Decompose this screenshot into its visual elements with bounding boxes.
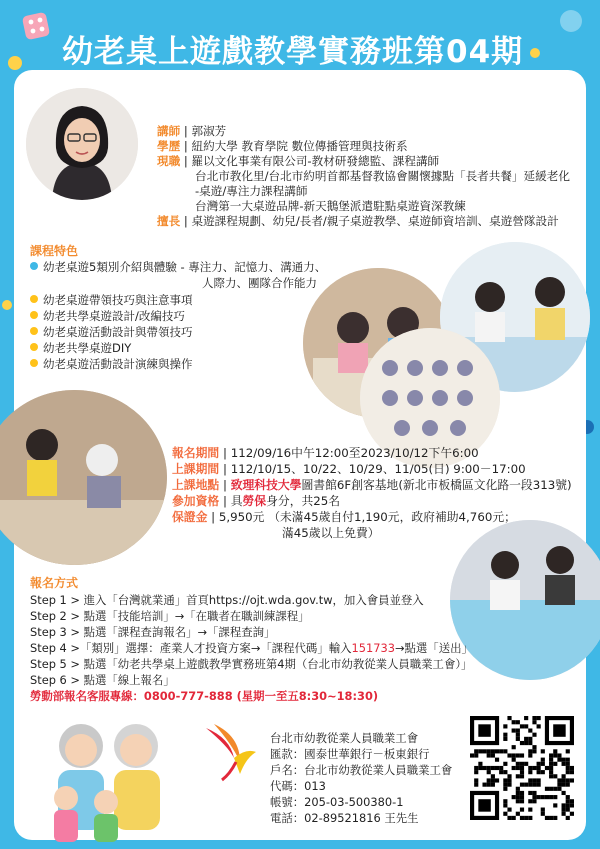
hotline: 勞動部報名客服專線：0800-777-888 (星期一至五8:30~18:30) [30, 689, 379, 703]
instructor-skill-label: 擅長 [157, 214, 181, 228]
deposit-row: 保證金 | 5,950元 （未滿45歲自付1,190元，政府補助4,760元； [172, 510, 516, 524]
feature-item: 幼老桌遊5類別介紹與體驗 - 專注力、記憶力、溝通力、 [30, 260, 326, 274]
account-name: 戶名：台北市幼教從業人員職業工會 [270, 763, 453, 777]
signup-step-4: Step 4 >「類別」選擇：產業人才投資方案→「課程代碼」輸入151733→點選「送出」 [30, 641, 473, 655]
union-logo-icon [200, 718, 260, 782]
instructor-name-label: 講師 [157, 124, 181, 138]
instructor-job-label: 現職 [157, 154, 181, 168]
qr-code[interactable] [470, 716, 574, 820]
signup-step-1: Step 1 > 進入「台灣就業通」首頁https://ojt.wda.gov.tw，加入會員並登入 [30, 593, 424, 607]
features-heading: 課程特色 [30, 244, 79, 258]
bank-name: 匯款：國泰世華銀行－板東銀行 [270, 747, 430, 761]
instructor-job-row: 現職 | 羅以文化事業有限公司-教材研發總監、課程講師 [157, 154, 440, 168]
instructor-job-1: 羅以文化事業有限公司-教材研發總監、課程講師 [191, 154, 440, 168]
activity-photo [450, 520, 600, 680]
signup-step-5: Step 5 > 點選「幼老共學桌上遊戲教學實務班第4期（台北市幼教從業人員職業工會）」 [30, 657, 473, 671]
feature-item-continued: 人際力、團隊合作能力 [202, 276, 317, 290]
signup-step-3: Step 3 > 點選「課程查詢報名」→「課程查詢」 [30, 625, 276, 639]
signup-heading: 報名方式 [30, 576, 79, 590]
decor-dot [8, 56, 22, 70]
decor-dot [530, 48, 540, 58]
union-name: 台北市幼教從業人員職業工會 [270, 731, 419, 745]
instructor-photo [26, 88, 138, 200]
signup-step-2: Step 2 > 點選「技能培訓」→「在職者在職訓練課程」 [30, 609, 310, 623]
decor-dot [560, 10, 582, 32]
contact-phone: 電話：02-89521816 王先生 [270, 811, 419, 825]
reg-period-row: 報名期間 | 112/09/16中午12:00至2023/10/12下午6:00 [172, 446, 479, 460]
instructor-edu: 紐約大學 教育學院 數位傳播管理與技術系 [191, 139, 408, 153]
feature-item: 幼老桌遊活動設計與帶領技巧 [30, 325, 193, 339]
dice-icon [20, 10, 54, 44]
family-illustration [26, 706, 186, 842]
instructor-edu-row: 學歷 | 紐約大學 教育學院 數位傳播管理與技術系 [157, 139, 408, 153]
instructor-edu-label: 學歷 [157, 139, 181, 153]
page-title: 幼老桌上遊戲教學實務班第04期 [62, 34, 524, 70]
feature-item: 幼老共學桌遊DIY [30, 341, 131, 355]
instructor-job-3: -桌遊/專注力課程講師 [195, 184, 308, 198]
decor-dot [2, 300, 12, 310]
class-period-row: 上課期間 | 112/10/15、10/22、10/29、11/05(日) 9:00－17:00 [172, 462, 526, 476]
instructor-skill-row: 擅長 | 桌遊課程規劃、幼兒/長者/親子桌遊教學、桌遊師資培訓、桌遊營隊設計 [157, 214, 559, 228]
feature-item: 幼老桌遊帶領技巧與注意事項 [30, 293, 193, 307]
instructor-name-row: 講師 | 郭淑芳 [157, 124, 227, 138]
feature-item: 幼老桌遊活動設計演練與操作 [30, 357, 193, 371]
account-number: 帳號：205-03-500380-1 [270, 795, 404, 809]
instructor-job-2: 台北市教化里/台北市約明首都基督教協會關懷據點「長者共餐」延緩老化 [195, 169, 570, 183]
instructor-name: 郭淑芳 [191, 124, 227, 138]
instructor-skill: 桌遊課程規劃、幼兒/長者/親子桌遊教學、桌遊師資培訓、桌遊營隊設計 [191, 214, 559, 228]
feature-item: 幼老共學桌遊設計/改編技巧 [30, 309, 185, 323]
qualification-row: 參加資格 | 具勞保身分，共25名 [172, 494, 341, 508]
deposit-row-continued: 滿45歲以上免費） [282, 526, 380, 540]
location-row: 上課地點 | 致理科技大學圖書館6F創客基地(新北市板橋區文化路一段313號) [172, 478, 572, 492]
instructor-job-4: 台灣第一大桌遊品牌-新天鵝堡派遣駐點桌遊資深教練 [195, 199, 466, 213]
signup-step-6: Step 6 > 點選「線上報名」 [30, 673, 175, 687]
bank-code: 代碼：013 [270, 779, 326, 793]
